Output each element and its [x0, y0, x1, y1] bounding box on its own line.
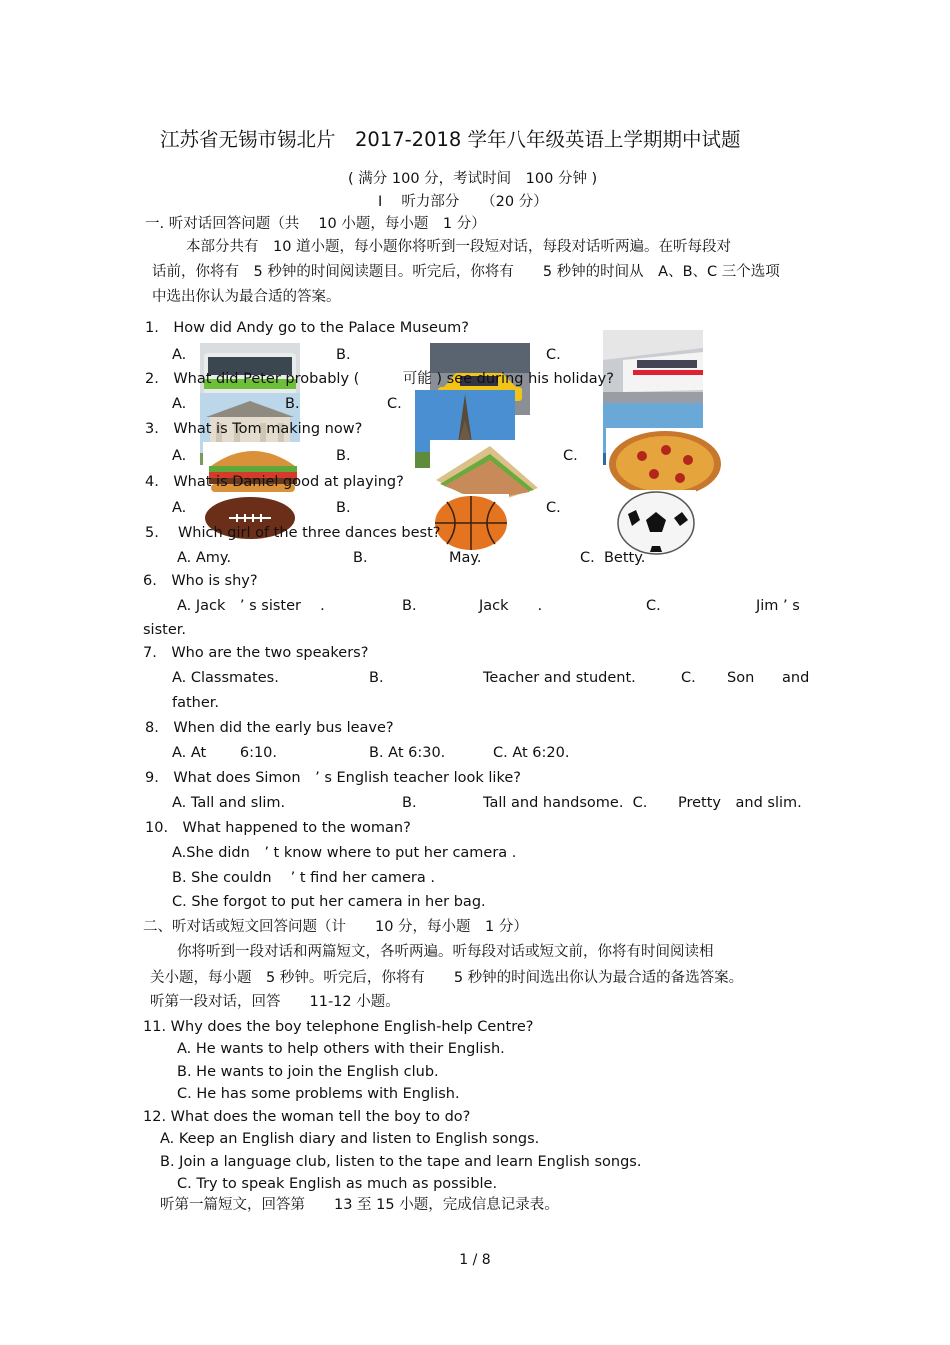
option-label-a: A. [172, 500, 187, 516]
option-label-b: B. [336, 500, 351, 516]
option-c-continued: father. [172, 695, 220, 711]
question-1: 1. How did Andy go to the Palace Museum? [145, 320, 469, 336]
option-a: A.She didn ’ t know where to put her camera . [172, 845, 517, 861]
question-10: 10. What happened to the woman? [145, 820, 411, 836]
option-label-a: A. [172, 347, 187, 363]
question-2: 2. What did Peter probably ( 可能 ) see during his holiday? [145, 371, 614, 387]
section2-instruction: 关小题，每小题 5 秒钟。听完后，你将有 5 秒钟的时间选出你认为最合适的备选答案。 [150, 970, 744, 986]
question-4: 4. What is Daniel good at playing? [145, 474, 404, 490]
option-label-a: A. [172, 396, 187, 412]
football-picture [616, 490, 696, 555]
section2-heading: 二、听对话或短文回答问题（计 10 分，每小题 1 分） [143, 919, 528, 935]
option-label-c: C. [646, 598, 661, 614]
option-c: and [782, 670, 810, 686]
option-label-b: B. [336, 448, 351, 464]
section1-instruction: 本部分共有 10 道小题，每小题你将听到一段短对话，每段对话听两遍。在听每段对 [186, 239, 732, 255]
option-label-b: B. [285, 396, 300, 412]
question-3: 3. What is Tom making now? [145, 421, 363, 437]
question-7: 7. Who are the two speakers? [143, 645, 369, 661]
option-b: B. At 6:30. [369, 745, 446, 761]
option-a: A. Keep an English diary and listen to English songs. [160, 1131, 540, 1147]
option-a: A. At 6:10. [172, 745, 278, 761]
option-a: A. Classmates. [172, 670, 279, 686]
dialog-intro: 听第一段对话，回答 11-12 小题。 [150, 994, 400, 1010]
page-title: 江苏省无锡市锡北片 2017-2018 学年八年级英语上学期期中试题 [160, 128, 741, 151]
option-b: May. [449, 550, 482, 566]
option-label-c: C. [546, 500, 561, 516]
section2-instruction: 你将听到一段对话和两篇短文，各听两遍。听每段对话或短文前，你将有时间阅读相 [177, 944, 714, 960]
option-label-c: C. [563, 448, 578, 464]
passage-intro: 听第一篇短文，回答第 13 至 15 小题，完成信息记录表。 [160, 1197, 559, 1213]
option-b: Jack . [479, 598, 543, 614]
section1-heading: 一. 听对话回答问题（共 10 小题，每小题 1 分） [145, 216, 486, 232]
option-a: A. Tall and slim. [172, 795, 286, 811]
section1-instruction: 中选出你认为最合适的答案。 [152, 289, 341, 305]
option-label-b: B. [369, 670, 384, 686]
option-c-continued: sister. [143, 622, 186, 638]
option-c: Jim ’ s [756, 598, 800, 614]
question-11: 11. Why does the boy telephone English-help Centre? [143, 1019, 534, 1035]
option-label-c: C. [387, 396, 402, 412]
exam-info: ( 满分 100 分，考试时间 100 分钟 ) [348, 171, 598, 187]
page-number: 1 / 8 [459, 1252, 491, 1268]
option-c: C. She forgot to put her camera in her bag. [172, 894, 486, 910]
option-c: Pretty and slim. [678, 795, 802, 811]
option-label-b: B. [402, 598, 417, 614]
option-label-a: A. [172, 448, 187, 464]
option-c: C. Betty. [580, 550, 646, 566]
option-a: A. Amy. [177, 550, 232, 566]
option-b: B. He wants to join the English club. [177, 1064, 439, 1080]
option-label-b: B. [353, 550, 368, 566]
option-b: Tall and handsome. C. [483, 795, 648, 811]
question-12: 12. What does the woman tell the boy to do? [143, 1109, 471, 1125]
option-label-c: C. [681, 670, 696, 686]
question-6: 6. Who is shy? [143, 573, 258, 589]
option-c: C. He has some problems with English. [177, 1086, 460, 1102]
question-5: 5. Which girl of the three dances best? [145, 525, 441, 541]
question-9: 9. What does Simon ’ s English teacher look like? [145, 770, 521, 786]
option-b: B. Join a language club, listen to the tape and learn English songs. [160, 1154, 642, 1170]
train-picture [603, 330, 703, 403]
section1-instruction: 话前，你将有 5 秒钟的时间阅读题目。听完后，你将有 5 秒钟的时间从 A、B、C 三个选项 [152, 264, 780, 280]
option-c: C. At 6:20. [493, 745, 570, 761]
option-a: A. Jack ’ s sister . [177, 598, 325, 614]
option-a: A. He wants to help others with their English. [177, 1041, 505, 1057]
question-8: 8. When did the early bus leave? [145, 720, 394, 736]
part-heading: I 听力部分 （20 分） [378, 194, 548, 210]
option-label-b: B. [402, 795, 417, 811]
option-b: B. She couldn ’ t find her camera . [172, 870, 435, 886]
basketball-picture [433, 494, 509, 552]
option-c: C. Try to speak English as much as possible. [177, 1176, 498, 1192]
option-label-b: B. [336, 347, 351, 363]
option-c: Son [727, 670, 755, 686]
option-label-c: C. [546, 347, 561, 363]
option-b: Teacher and student. [483, 670, 636, 686]
